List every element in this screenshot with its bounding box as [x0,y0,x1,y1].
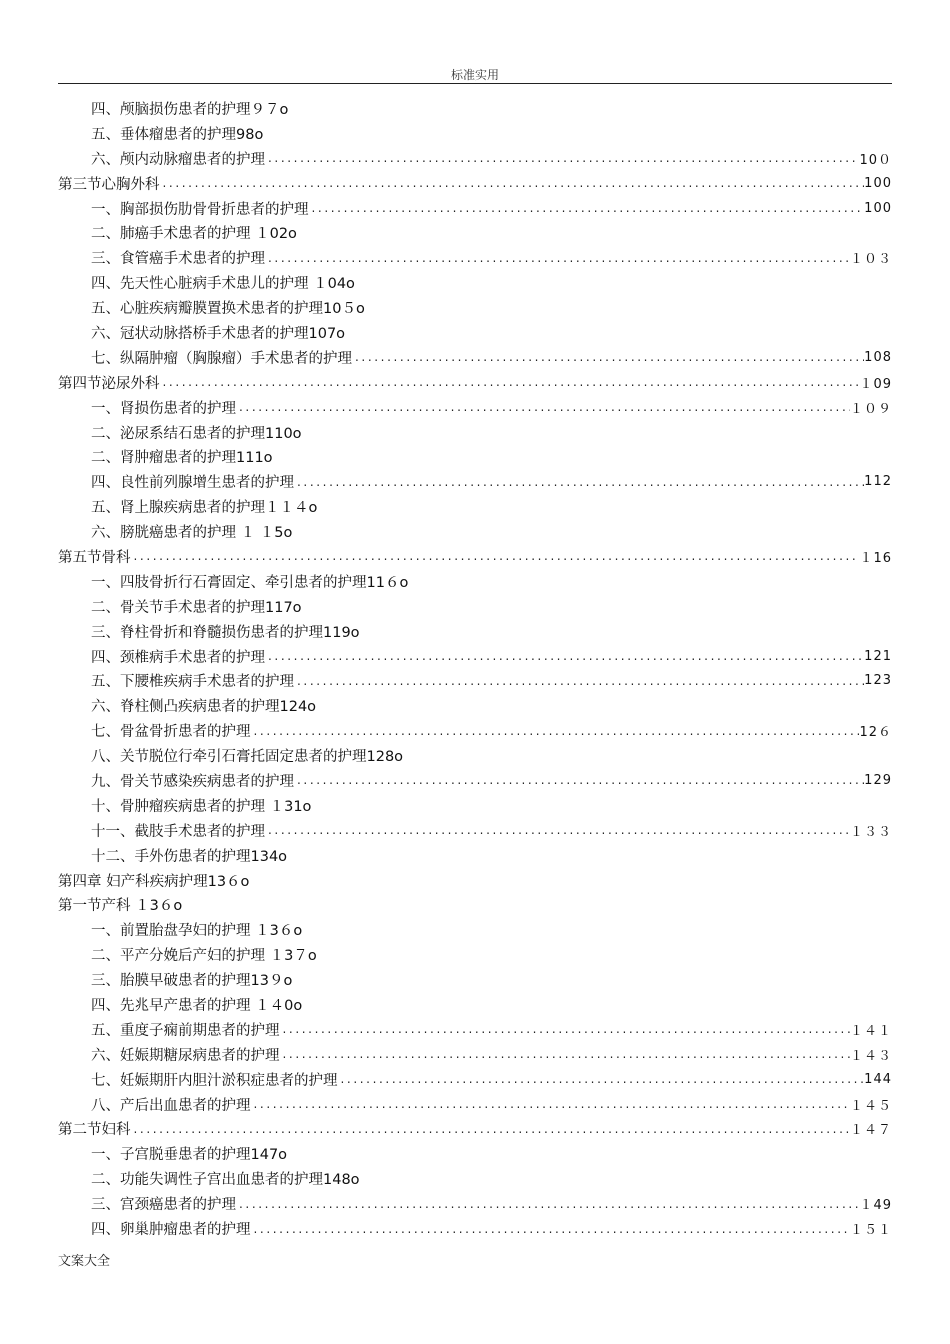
toc-item-entry [58,121,892,146]
dot-leader [338,1072,865,1086]
toc-entry-title: 五、重度子痫前期患者的护理 [91,1022,280,1039]
toc-item-entry [58,917,892,942]
toc-page-number: １４５ [849,1098,892,1114]
toc-item-entry [58,1166,892,1191]
toc-page-number: 129 [864,772,892,788]
toc-entry-title: 第一节产科 １3６o [58,898,183,915]
toc-entry-title: 三、脊柱骨折和脊髓损伤患者的护理119o [91,624,360,641]
toc-section-entry [58,868,892,893]
toc-entry-title: 第二节妇科 [58,1122,131,1139]
dot-leader [251,1222,850,1236]
toc-item-entry [58,345,892,370]
toc-section-entry [58,171,892,196]
table-of-contents [58,96,892,1241]
toc-entry-title: 十、骨肿瘤疾病患者的护理 １31o [91,798,312,815]
toc-item-entry [58,768,892,793]
toc-item-entry [58,295,892,320]
toc-page-number: 100 [864,200,892,216]
dot-leader [265,649,864,663]
toc-page-number: １16 [859,550,892,566]
toc-entry-title: 一、四肢骨折行石膏固定、牵引患者的护理11６o [91,574,409,591]
toc-section-entry [58,1117,892,1142]
toc-page-number: 10０ [859,152,892,168]
dot-leader [236,1197,859,1211]
toc-page-number: １09 [859,376,892,392]
toc-item-entry [58,270,892,295]
toc-entry-title: 二、肾肿瘤患者的护理111o [91,450,273,467]
toc-entry-title: 一、肾损伤患者的护理 [91,400,236,417]
toc-entry-title: 三、胎膜早破患者的护理13９o [91,973,293,990]
dot-leader [131,549,860,563]
toc-item-entry [58,320,892,345]
dot-leader [280,1022,850,1036]
toc-entry-title: 二、肺癌手术患者的护理 １02o [91,226,297,243]
toc-entry-title: 四、卵巢肿瘤患者的护理 [91,1222,251,1239]
toc-entry-title: 六、膀胱癌患者的护理 １ １5o [91,525,293,542]
dot-leader [294,773,864,787]
dot-leader [280,1047,850,1061]
toc-entry-title: 第四章 妇产科疾病护理13６o [58,873,250,890]
toc-entry-title: 十一、截肢手术患者的护理 [91,823,265,840]
toc-entry-title: 二、骨关节手术患者的护理117o [91,599,302,616]
toc-item-entry [58,1067,892,1092]
toc-section-entry [58,370,892,395]
toc-entry-title: 七、妊娠期肝内胆汁淤积症患者的护理 [91,1072,338,1089]
toc-item-entry [58,594,892,619]
toc-entry-title: 一、胸部损伤肋骨骨折患者的护理 [91,201,309,218]
toc-item-entry [58,967,892,992]
dot-leader [251,1097,850,1111]
toc-page-number: 12６ [859,725,892,741]
toc-item-entry [58,96,892,121]
dot-leader [294,674,864,688]
toc-item-entry [58,420,892,445]
toc-item-entry [58,519,892,544]
toc-entry-title: 一、前置胎盘孕妇的护理 １3６o [91,923,303,940]
toc-page-number: 121 [864,648,892,664]
dot-leader [160,176,865,190]
dot-leader [251,724,860,738]
toc-item-entry [58,619,892,644]
toc-page-number: 108 [864,349,892,365]
toc-item-entry [58,1042,892,1067]
toc-entry-title: 六、妊娠期糖尿病患者的护理 [91,1047,280,1064]
toc-item-entry [58,146,892,171]
toc-entry-title: 第五节骨科 [58,549,131,566]
toc-page-number: 123 [864,673,892,689]
toc-entry-title: 第四节泌尿外科 [58,375,160,392]
toc-item-entry [58,444,892,469]
toc-page-number: １49 [859,1198,892,1214]
toc-entry-title: 八、产后出血患者的护理 [91,1097,251,1114]
toc-entry-title: 六、脊柱侧凸疾病患者的护理124o [91,699,317,716]
dot-leader [265,251,850,265]
toc-item-entry [58,718,892,743]
toc-page-number: 100 [864,175,892,191]
toc-entry-title: 四、颈椎病手术患者的护理 [91,649,265,666]
toc-entry-title: 九、骨关节感染疾病患者的护理 [91,773,294,790]
page-header: 标准实用 [450,68,499,82]
toc-page-number: １０９ [849,401,892,417]
toc-entry-title: 二、平产分娩后产妇的护理 １3７o [91,948,317,965]
toc-entry-title: 四、先天性心脏病手术患儿的护理 １04o [91,276,355,293]
toc-item-entry [58,469,892,494]
toc-entry-title: 五、心脏疾病瓣膜置换术患者的护理10５o [91,301,365,318]
dot-leader [131,1122,850,1136]
toc-entry-title: 二、泌尿系结石患者的护理110o [91,425,302,442]
toc-item-entry [58,196,892,221]
dot-leader [265,151,859,165]
toc-section-entry [58,544,892,569]
toc-entry-title: 八、关节脱位行牵引石膏托固定患者的护理128o [91,749,404,766]
toc-entry-title: 第三节心胸外科 [58,176,160,193]
toc-item-entry [58,693,892,718]
toc-item-entry [58,992,892,1017]
toc-entry-title: 一、子宫脱垂患者的护理147o [91,1147,288,1164]
toc-entry-title: 六、冠状动脉搭桥手术患者的护理107o [91,325,346,342]
toc-entry-title: 四、良性前列腺增生患者的护理 [91,475,294,492]
dot-leader [352,350,864,364]
dot-leader [309,201,865,215]
toc-entry-title: 三、宫颈癌患者的护理 [91,1197,236,1214]
toc-item-entry [58,942,892,967]
toc-item-entry [58,793,892,818]
dot-leader [265,823,850,837]
toc-item-entry [58,1092,892,1117]
toc-item-entry [58,644,892,669]
toc-page-number: 112 [864,474,892,490]
toc-item-entry [58,245,892,270]
toc-entry-title: 二、功能失调性子宫出血患者的护理148o [91,1172,360,1189]
toc-page-number: 144 [864,1071,892,1087]
page-footer: 文案大全 [58,1254,111,1269]
toc-entry-title: 七、骨盆骨折患者的护理 [91,724,251,741]
toc-item-entry [58,220,892,245]
toc-item-entry [58,818,892,843]
toc-entry-title: 四、颅脑损伤患者的护理９７o [91,101,289,118]
header-rule [58,83,892,84]
toc-section-entry [58,893,892,918]
toc-page-number: １４７ [849,1123,892,1139]
toc-item-entry [58,668,892,693]
toc-entry-title: 六、颅内动脉瘤患者的护理 [91,151,265,168]
toc-item-entry [58,843,892,868]
toc-item-entry [58,1191,892,1216]
toc-entry-title: 十二、手外伤患者的护理134o [91,848,288,865]
toc-item-entry [58,494,892,519]
toc-page-number: １４１ [849,1023,892,1039]
toc-page-number: １４３ [849,1048,892,1064]
toc-item-entry [58,1216,892,1241]
toc-entry-title: 五、下腰椎疾病手术患者的护理 [91,674,294,691]
toc-entry-title: 四、先兆早产患者的护理 １４0o [91,998,303,1014]
toc-item-entry [58,1017,892,1042]
toc-entry-title: 七、纵隔肿瘤（胸腺瘤）手术患者的护理 [91,350,352,367]
toc-entry-title: 三、食管癌手术患者的护理 [91,251,265,268]
toc-item-entry [58,569,892,594]
dot-leader [294,475,864,489]
dot-leader [236,400,850,414]
toc-page-number: １５１ [849,1223,892,1239]
toc-item-entry [58,743,892,768]
toc-page-number: １０３ [849,252,892,268]
dot-leader [160,375,860,389]
toc-item-entry [58,1141,892,1166]
toc-entry-title: 五、肾上腺疾病患者的护理１１４o [91,500,318,517]
toc-entry-title: 五、垂体瘤患者的护理98o [91,126,264,143]
toc-item-entry [58,395,892,420]
toc-page-number: １３３ [849,824,892,840]
